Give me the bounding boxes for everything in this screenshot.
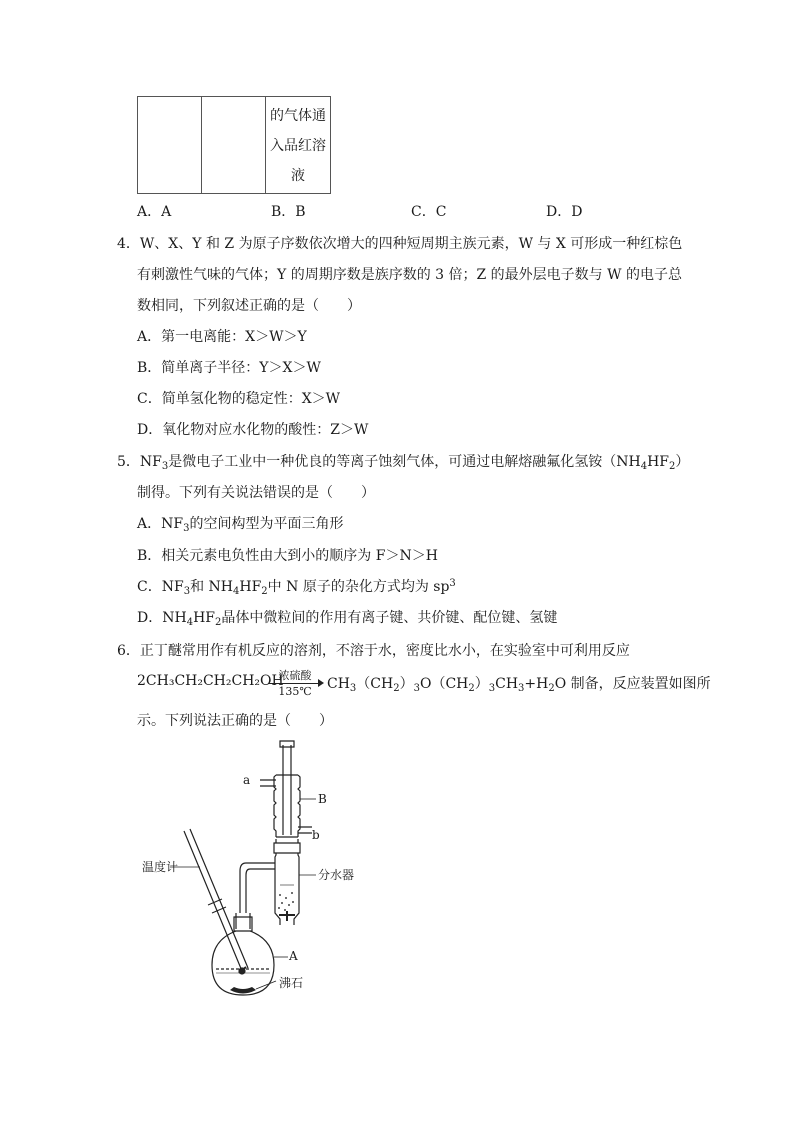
q6-reaction-arrow — [268, 683, 322, 684]
label-b-outlet: b — [312, 828, 320, 842]
q4-option-b: B．简单离子半径：Y＞X＞W — [137, 360, 321, 376]
q6-condition-top: 浓硫酸 — [278, 669, 312, 682]
q5-option-d: D．$NH_4HF_2$晶体中微粒间的作用有离子键、共价键、配位键、氢键 — [137, 610, 558, 628]
q4-option-c: C．简单氢化物的稳定性：X＞W — [137, 391, 341, 407]
q4-option-a: A．第一电离能：X＞W＞Y — [137, 329, 307, 345]
q6-condition-bottom: 135℃ — [278, 685, 312, 698]
cell3-line-3: 液 — [291, 168, 305, 184]
label-b-condenser: B — [318, 792, 327, 806]
condenser-b — [260, 741, 316, 837]
options-table-fragment — [137, 96, 331, 194]
q6-line-1: 6．正丁醚常用作有机反应的溶剂，不溶于水，密度比水小，在实验室中可利用反应 — [117, 643, 630, 659]
q3-choice-b: B．B — [271, 204, 306, 220]
label-a: a — [243, 773, 251, 787]
q5-line-2: 制得。下列有关说法错误的是（ ） — [137, 485, 375, 501]
q4-line-3: 数相同，下列叙述正确的是（ ） — [137, 298, 361, 314]
cell3-line-2: 入品红溶 — [270, 138, 326, 154]
q4-line-1: 4．W、X、Y 和 Z 为原子序数依次增大的四种短周期主族元素，W 与 X 可形成一种红棕色 — [117, 236, 683, 252]
label-flask-a: A — [289, 949, 298, 963]
q3-choice-d: D．D — [546, 204, 583, 220]
table-cell-1 — [138, 97, 202, 194]
q3-choice-c: C．C — [411, 204, 447, 220]
q4-option-d: D．氧化物对应水化物的酸性：Z＞W — [137, 422, 369, 438]
label-water-separator: 分水器 — [318, 868, 355, 882]
table-cell-3 — [266, 97, 331, 194]
q3-choice-a: A．A — [137, 204, 172, 220]
q6-line-3: 示。下列说法正确的是（ ） — [137, 713, 333, 729]
q5-option-a: A．$NF_3$的空间构型为平面三角形 — [137, 516, 344, 534]
q5-option-b: B．相关元素电负性由大到小的顺序为 F＞N＞H — [137, 548, 438, 564]
thermometer — [170, 829, 248, 974]
table-cell-2 — [202, 97, 266, 194]
water-separator — [240, 839, 316, 925]
q6-reactant: 2CH₃CH₂CH₂CH₂OH — [137, 673, 284, 689]
label-boiling-chips: 沸石 — [279, 976, 304, 990]
q6-product: $CH_3(CH_2)_3O(CH_2)_3CH_3+H_2O$ 制备，反应装置如图所 — [327, 676, 711, 694]
cell3-line-1: 的气体通 — [270, 108, 326, 124]
label-thermometer: 温度计 — [142, 860, 179, 874]
boiling-chips — [230, 987, 256, 994]
q5-line-1: 5．$NF_3$是微电子工业中一种优良的等离子蚀刻气体，可通过电解熔融氟化氢铵$(NH_4HF_2)$ — [117, 454, 690, 472]
q4-line-2: 有刺激性气味的气体；Y 的周期序数是族序数的 3 倍；Z 的最外层电子数与 W 的电子总 — [137, 267, 682, 283]
q5-option-c: C．$NF_3$和 $NH_4HF_2$中 N 原子的杂化方式均为 $sp^3$ — [137, 578, 456, 597]
